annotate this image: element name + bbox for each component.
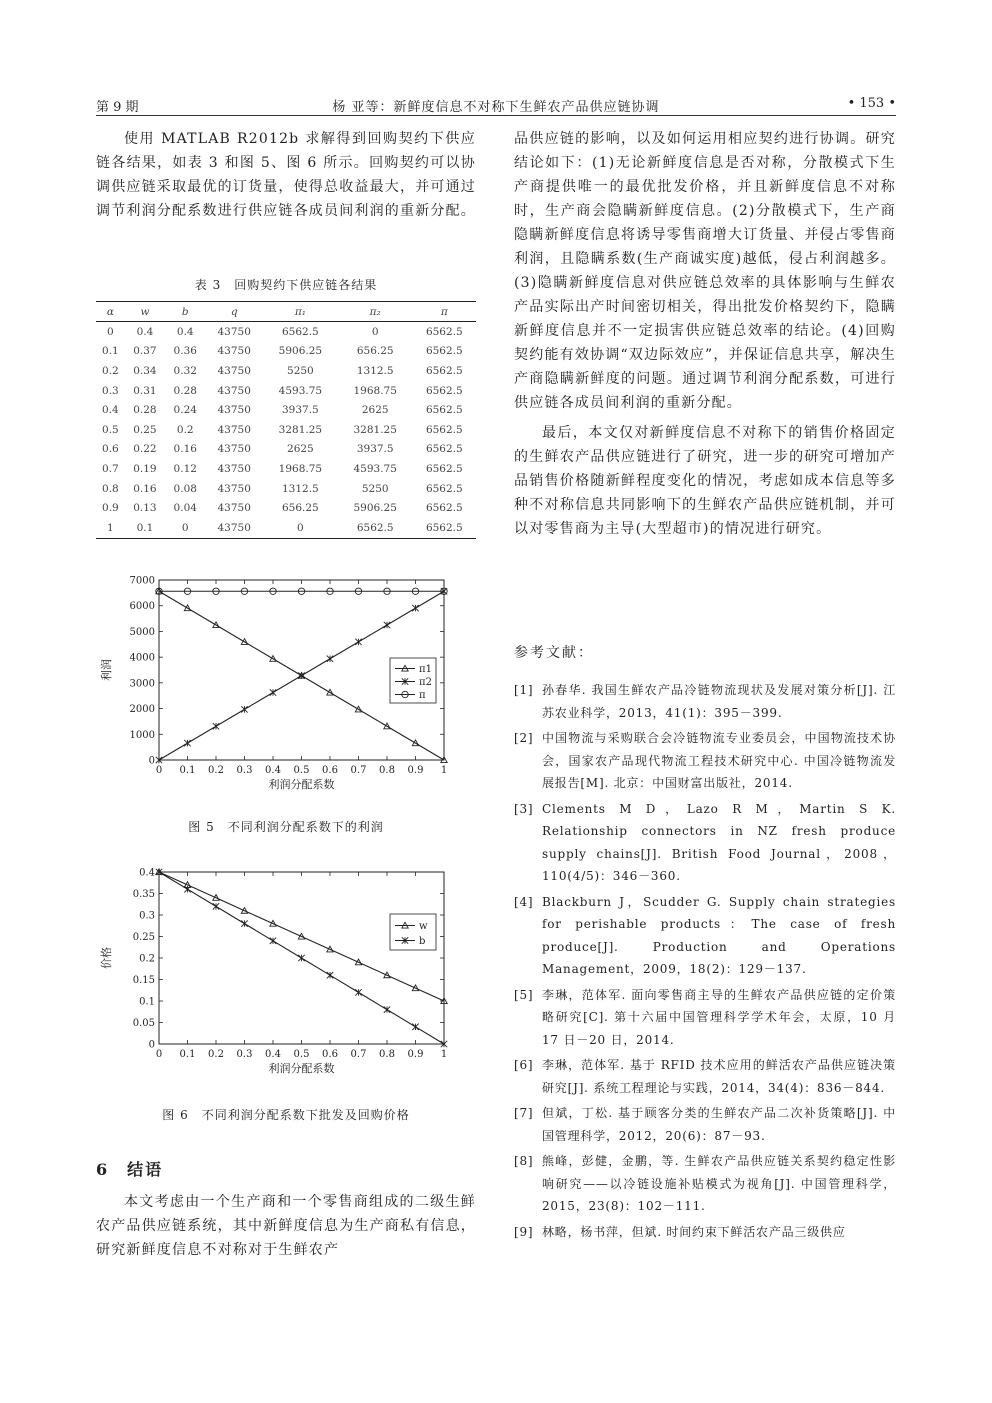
- table-cell: 0.5: [102, 423, 119, 436]
- figure-6: [100, 862, 460, 1096]
- table-cell: 0.4: [102, 404, 119, 417]
- table-row: [96, 400, 476, 420]
- reference-text: Blackburn J，Scudder G. Supply chain strategies for perishable products：The case of fresh produce[J]. Production and Operations Management，2009，18(2)：129－137.: [542, 894, 896, 976]
- table-cell: 656.25: [356, 345, 394, 358]
- data-point-b: [241, 920, 247, 926]
- data-point-b: [298, 955, 304, 961]
- table-header-cell: π₁: [263, 302, 338, 322]
- table-cell: 43750: [217, 423, 251, 436]
- table-cell: 4593.75: [278, 384, 323, 397]
- y-tick-label: 7000: [129, 575, 155, 587]
- data-point-b: [213, 903, 219, 909]
- y-tick-label: 0.05: [132, 1018, 155, 1029]
- y-tick-label: 0: [148, 1039, 155, 1051]
- y-tick-label: 0.25: [132, 932, 155, 943]
- reference-number: [2]: [514, 731, 534, 745]
- reference-text: Clements M D，Lazo R M，Martin S K. Relationship connectors in NZ fresh produce supply chains[J]. British Food Journal，2008，110(4/5)：346－360.: [542, 801, 896, 883]
- y-tick-label: 3000: [129, 678, 155, 690]
- table-cell: 0.7: [102, 462, 119, 475]
- x-axis-label: 利润分配系数: [268, 778, 335, 791]
- table-cell: 43750: [217, 345, 251, 358]
- table-cell: 0.37: [133, 345, 157, 358]
- table-cell: 6562.5: [425, 404, 463, 417]
- y-tick-label: 0: [148, 755, 155, 767]
- section-heading: 6 结语: [96, 1160, 164, 1179]
- x-tick-label: 0.6: [322, 1049, 338, 1060]
- table-cell: 1968.75: [278, 462, 323, 475]
- table-cell: 5906.25: [278, 345, 323, 358]
- y-axis-label: 利润: [100, 659, 113, 681]
- table-cell: 0.4: [136, 325, 154, 338]
- x-tick-label: 0.1: [179, 765, 196, 776]
- legend-label: π1: [419, 664, 432, 675]
- reference-item: [514, 1102, 896, 1147]
- table-cell: 0.6: [102, 443, 119, 456]
- figure-6-caption: 图 6 不同利润分配系数下批发及回购价格: [162, 1108, 410, 1122]
- x-tick-label: 0.5: [293, 1049, 310, 1060]
- table-cell: 0: [371, 325, 379, 338]
- table-cell: 1968.75: [353, 384, 397, 397]
- intro-paragraph: 使用 MATLAB R2012b 求解得到回购契约下供应链各结果，如表 3 和图 5、图 6 所示。回购契约可以协调供应链采取最优的订货量，使得总收益最大，并可通过调节利润分配系数进行供应链各成员间利润的重新分配。: [96, 131, 476, 219]
- reference-number: [6]: [514, 1058, 534, 1072]
- data-point-b: [270, 938, 276, 944]
- table-cell: 5906.25: [353, 502, 397, 515]
- data-point-b: [184, 886, 190, 892]
- table-row: [96, 498, 476, 518]
- reference-item: [514, 1054, 896, 1099]
- data-point-π2: [270, 689, 276, 695]
- data-point-b: [412, 1024, 418, 1030]
- table-cell: 43750: [217, 384, 251, 397]
- x-tick-label: 0.3: [236, 765, 253, 776]
- table-cell: 0.1: [125, 518, 165, 538]
- reference-number: [5]: [514, 987, 534, 1002]
- table-cell: 0.16: [133, 482, 157, 495]
- table-cell: 6562.5: [282, 325, 319, 338]
- table-cell: 0.28: [133, 404, 157, 417]
- x-tick-label: 0: [155, 1049, 163, 1060]
- reference-item: [514, 891, 896, 981]
- table-row: [96, 342, 476, 362]
- table-cell: 0: [107, 325, 114, 338]
- table-row: [96, 420, 476, 440]
- x-tick-label: 0.3: [236, 1049, 253, 1060]
- price-chart: [100, 862, 460, 1092]
- y-tick-label: 0.4: [139, 867, 155, 879]
- table-cell: 6562.5: [425, 482, 463, 495]
- y-tick-label: 0.35: [132, 889, 155, 900]
- table-cell: 2625: [361, 404, 389, 417]
- table-title: 表 3 回购契约下供应链各结果: [194, 278, 378, 292]
- table-cell: 0: [165, 518, 205, 538]
- future-work-paragraph: 最后，本文仅对新鲜度信息不对称下的销售价格固定的生鲜农产品供应链进行了研究，进一步的研究可增加产品销售价格随新鲜程度变化的情况，考虑如成本信息等多种不对称信息共同影响下的生鲜农产品供应链机制，并可以对零售商为主导(大型超市)的情况进行研究。: [514, 425, 896, 537]
- y-tick-label: 0.3: [139, 910, 155, 922]
- reference-item: [514, 1150, 896, 1218]
- table-cell: 0.3: [102, 384, 119, 397]
- table-cell: 6562.5: [425, 443, 463, 456]
- table-header-cell: π₂: [338, 302, 413, 322]
- results-table: [96, 301, 476, 539]
- reference-number: [7]: [514, 1106, 534, 1120]
- table-cell: 0.08: [173, 482, 197, 495]
- findings-paragraph: 品供应链的影响，以及如何运用相应契约进行协调。研究结论如下：(1)无论新鲜度信息是否对称，分散模式下生产商提供唯一的最优批发价格，并且新鲜度信息不对称时，生产商会隐瞒新鲜度信息。(2)分散模式下，生产商隐瞒新鲜度信息将诱导零售商增大订货量、并侵占零售商利润，且隐瞒系数(生产商诚实度)越低，侵占利润越多。(3)隐瞒新鲜度信息对供应链总效率的具体影响与生鲜农产品实际出产时间密切相关，得出批发价格契约下，隐瞒新鲜度信息并不一定损害供应链总效率的结论。(4)回购契约能有效协调“双边际效应”，并保证信息共享，解决生产商隐瞒新鲜度的问题。通过调节利润分配系数，可进行供应链各成员间利润的重新分配。: [514, 131, 896, 411]
- table-cell: 6562.5: [425, 423, 463, 436]
- legend-label: π2: [419, 677, 432, 688]
- table-cell: 6562.5: [425, 325, 463, 338]
- data-point-π2: [327, 656, 333, 662]
- figure-5: [100, 570, 460, 809]
- y-axis-label: 价格: [100, 947, 113, 969]
- x-tick-label: 1: [440, 765, 448, 776]
- table-cell: 0.9: [102, 502, 119, 515]
- table-cell: 43750: [217, 482, 251, 495]
- table-cell: 43750: [217, 462, 251, 475]
- table-cell: 0: [263, 518, 338, 538]
- table-cell: 6562.5: [413, 518, 476, 538]
- table-cell: 0.1: [102, 345, 119, 358]
- reference-item: [514, 679, 896, 724]
- reference-number: [3]: [514, 801, 534, 816]
- reference-text: 李琳，范体军. 基于 RFID 技术应用的鲜活农产品供应链决策研究[J]. 系统工程理论与实践，2014，34(4)：836－844.: [542, 1058, 896, 1095]
- table-cell: 43750: [217, 364, 251, 377]
- profit-chart: [100, 570, 460, 805]
- table-cell: 43750: [205, 518, 263, 538]
- reference-item: [514, 727, 896, 795]
- table-cell: 0.12: [173, 462, 197, 475]
- header-rule: [96, 115, 896, 116]
- table-cell: 6562.5: [338, 518, 413, 538]
- x-tick-label: 0.5: [293, 765, 310, 776]
- table-cell: 6562.5: [425, 502, 463, 515]
- reference-text: 孙春华. 我国生鲜农产品冷链物流现状及发展对策分析[J]. 江苏农业科学，2013，41(1)：395－399.: [542, 683, 896, 720]
- legend-label: π: [419, 690, 426, 701]
- table-cell: 6562.5: [425, 364, 463, 377]
- data-point-b: [327, 972, 333, 978]
- right-text: [514, 127, 896, 541]
- table-header-cell: b: [165, 302, 205, 322]
- reference-text: 林略，杨书萍，但斌. 时间约束下鲜活农产品三级供应: [542, 1224, 846, 1239]
- table-cell: 1312.5: [356, 364, 394, 377]
- reference-text: 中国物流与采购联合会冷链物流专业委员会，中国物流技术协会，国家农产品现代物流工程技术研究中心. 中国冷链物流发展报告[M]. 北京：中国财富出版社，2014.: [542, 731, 896, 790]
- y-tick-label: 0.15: [132, 975, 155, 986]
- reference-item: [514, 984, 896, 1052]
- x-tick-label: 0.9: [407, 765, 424, 776]
- y-tick-label: 0.2: [139, 953, 155, 965]
- x-tick-label: 0.4: [265, 765, 281, 776]
- table-body: [96, 322, 476, 539]
- chart-legend: [390, 914, 436, 950]
- table-cell: 43750: [217, 443, 251, 456]
- y-tick-label: 2000: [129, 704, 155, 716]
- references-heading: 参考文献：: [514, 645, 594, 661]
- table-cell: 0.31: [133, 384, 157, 397]
- page-number: • 153 •: [847, 96, 896, 111]
- x-tick-label: 0.4: [265, 1049, 281, 1060]
- table-row: [96, 479, 476, 499]
- table-header-cell: α: [96, 302, 125, 322]
- table-cell: 43750: [217, 404, 251, 417]
- table-cell: 0.28: [173, 384, 197, 397]
- table-cell: 4593.75: [353, 462, 397, 475]
- reference-number: [9]: [514, 1224, 534, 1239]
- references-list: [514, 679, 896, 1246]
- table-cell: 43750: [217, 502, 251, 515]
- reference-item: [514, 798, 896, 888]
- legend-label: b: [419, 936, 426, 947]
- data-point-b: [384, 1006, 390, 1012]
- x-tick-label: 0: [155, 765, 163, 776]
- table-cell: 6562.5: [425, 462, 463, 475]
- table-cell: 0.36: [173, 345, 197, 358]
- table-cell: 0.8: [102, 482, 119, 495]
- reference-text: 李琳，范体军. 面向零售商主导的生鲜农产品供应链的定价策略研究[C]. 第十六届中国管理科学学术年会，太原，10 月 17 日－20 日，2014.: [542, 987, 896, 1047]
- conclusion-text: [96, 1190, 476, 1262]
- y-tick-label: 1000: [129, 729, 155, 741]
- reference-number: [4]: [514, 894, 534, 909]
- x-tick-label: 0.8: [379, 765, 395, 776]
- table-cell: 656.25: [282, 502, 319, 515]
- legend-label: w: [419, 921, 428, 932]
- conclusion-paragraph: 本文考虑由一个生产商和一个零售商组成的二级生鲜农产品供应链系统，其中新鲜度信息为生产商私有信息，研究新鲜度信息不对称对于生鲜农产: [96, 1194, 476, 1258]
- x-tick-label: 0.7: [350, 1049, 367, 1060]
- table-cell: 5250: [361, 482, 389, 495]
- reference-item: [514, 1221, 896, 1244]
- table-header-cell: q: [205, 302, 263, 322]
- table-cell: 5250: [287, 364, 314, 377]
- table-cell: 0.19: [133, 462, 157, 475]
- x-tick-label: 0.2: [208, 1049, 224, 1060]
- y-tick-label: 5000: [129, 626, 155, 638]
- x-tick-label: 0.1: [179, 1049, 196, 1060]
- table-cell: 3281.25: [278, 423, 323, 436]
- table-cell: 0.22: [133, 443, 157, 456]
- table-cell: 0.04: [173, 502, 197, 515]
- data-point-b: [355, 989, 361, 995]
- data-point-π2: [384, 622, 390, 628]
- table-cell: 6562.5: [425, 345, 463, 358]
- data-point-π2: [355, 639, 361, 645]
- table-header-cell: π: [413, 302, 476, 322]
- data-point-π2: [412, 605, 418, 611]
- table-header-row: [96, 302, 476, 322]
- table-cell: 1312.5: [282, 482, 319, 495]
- y-tick-label: 6000: [129, 601, 155, 613]
- table-cell: 3281.25: [353, 423, 397, 436]
- issue-number: 第 9 期: [96, 100, 139, 115]
- chart-legend: [390, 658, 436, 703]
- data-point-π2: [241, 706, 247, 712]
- table-cell: 0.24: [173, 404, 197, 417]
- table-cell: 0.25: [133, 423, 157, 436]
- data-point-π2: [213, 723, 219, 729]
- y-tick-label: 0.1: [139, 996, 155, 1008]
- table-row: [96, 459, 476, 479]
- reference-number: [1]: [514, 683, 534, 697]
- table-cell: 0.34: [133, 364, 157, 377]
- table-row: [96, 381, 476, 401]
- table-row: [96, 322, 476, 342]
- x-tick-label: 0.9: [407, 1049, 424, 1060]
- table-cell: 43750: [217, 325, 251, 338]
- figure-5-caption: 图 5 不同利润分配系数下的利润: [188, 820, 384, 834]
- table-cell: 3937.5: [282, 404, 319, 417]
- table-header-cell: w: [125, 302, 165, 322]
- y-tick-label: 4000: [129, 652, 155, 664]
- table-cell: 0.32: [173, 364, 197, 377]
- legend-box: [390, 914, 436, 950]
- table-cell: 3937.5: [356, 443, 394, 456]
- x-tick-label: 0.8: [379, 1049, 395, 1060]
- reference-number: [8]: [514, 1154, 534, 1168]
- reference-text: 但斌，丁松. 基于顾客分类的生鲜农产品二次补货策略[J]. 中国管理科学，2012，20(6)：87－93.: [542, 1106, 896, 1143]
- table-cell: 0.2: [102, 364, 119, 377]
- table-row: [96, 440, 476, 460]
- table-cell: 6562.5: [425, 384, 463, 397]
- table-cell: 0.4: [176, 325, 194, 338]
- table-row: [96, 361, 476, 381]
- table-cell: 0.2: [176, 423, 194, 436]
- running-title: 杨 亚等：新鲜度信息不对称下生鲜农产品供应链协调: [332, 100, 660, 115]
- data-point-π2: [184, 740, 190, 746]
- x-tick-label: 0.2: [208, 765, 224, 776]
- x-tick-label: 0.7: [350, 765, 367, 776]
- x-tick-label: 1: [440, 1049, 448, 1060]
- x-axis-label: 利润分配系数: [268, 1062, 335, 1075]
- table-cell: 0.16: [173, 443, 197, 456]
- x-tick-label: 0.6: [322, 765, 338, 776]
- left-intro: [96, 127, 476, 223]
- reference-text: 熊峰，彭健，金鹏，等. 生鲜农产品供应链关系契约稳定性影响研究——以冷链设施补贴模式为视角[J]. 中国管理科学，2015，23(8)：102－111.: [542, 1154, 896, 1213]
- table-cell: 1: [96, 518, 125, 538]
- table-row: [96, 518, 476, 538]
- table-cell: 0.13: [133, 502, 157, 515]
- table-cell: 2625: [287, 443, 314, 456]
